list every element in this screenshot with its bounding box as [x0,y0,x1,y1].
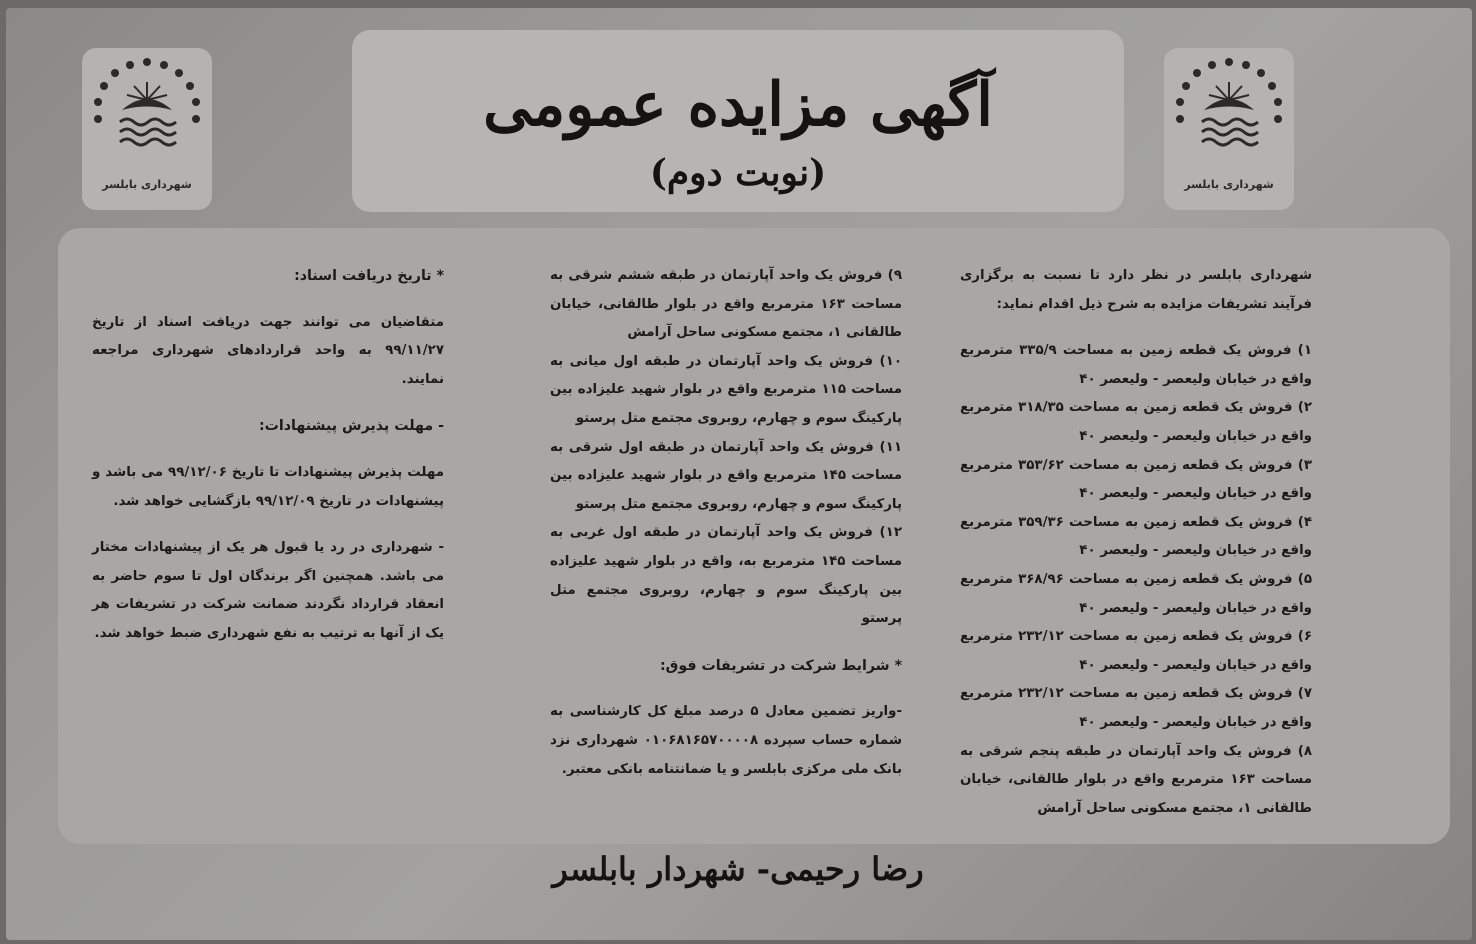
page-title: آگهی مزایده عمومی [483,70,993,140]
list-item: ۵) فروش یک قطعه زمین به مساحت ۳۶۸/۹۶ مترمربع واقع در خیابان ولیعصر - ولیعصر ۴۰ [960,571,1312,616]
list-item: ۸) فروش یک واحد آپارتمان در طبقه پنجم شرقی به مساحت ۱۶۳ مترمربع واقع در بلوار طالقانی، خیابان طالقانی ۱، مجتمع مسکونی ساحل آرامش [960,743,1312,816]
documents-text: متقاضیان می توانند جهت دریافت اسناد از تاریخ ۹۹/۱۱/۲۷ به واحد قراردادهای شهرداری مراجعه نمایند. [92,314,444,387]
signature: رضا رحیمی- شهردار بابلسر [552,850,924,888]
deadline-heading: - مهلت پذیرش پیشنهادات: [258,418,444,435]
column-middle [550,262,902,784]
babolsar-municipality-seal-icon [1164,48,1294,178]
title-banner [352,30,1124,212]
logo-caption: شهرداری بابلسر [1184,178,1274,191]
note-text: - شهرداری در رد یا قبول هر یک از پیشنهادات مختار می باشد. همچنین اگر برندگان اول تا سوم حاضر به انعقاد قرارداد نگردند ضمانت شرکت در تشریفات هر یک از آنها به ترتیب به نفع شهرداری ضبط خواهد شد. [92,540,444,641]
conditions-heading: * شرایط شرکت در تشریفات فوق: [659,657,902,674]
list-item: ۳) فروش یک قطعه زمین به مساحت ۳۵۳/۶۲ مترمربع واقع در خیابان ولیعصر - ولیعصر ۴۰ [960,457,1312,502]
conditions-text: -واریز تضمین معادل ۵ درصد مبلغ کل کارشناسی به شماره حساب سپرده ۰۱۰۶۸۱۶۵۷۰۰۰۰۸ شهرداری نزد بانک ملی مرکزی بابلسر و یا ضمانتنامه بانکی معتبر. [550,704,903,777]
list-item: ۱) فروش یک قطعه زمین به مساحت ۳۳۵/۹ مترمربع واقع در خیابان ولیعصر - ولیعصر ۴۰ [960,343,1312,387]
logo-caption: شهرداری بابلسر [102,178,192,191]
page-subtitle: (نوبت دوم) [649,152,827,194]
column-left [92,262,444,649]
list-item: ۱۱) فروش یک واحد آپارتمان در طبقه اول شرقی به مساحت ۱۴۵ مترمربع واقع در بلوار شهید علیزاده بین پارکینگ سوم و چهارم، روبروی مجتمع متل پرستو [550,439,902,512]
deadline-text: مهلت پذیرش پیشنهادات تا تاریخ ۹۹/۱۲/۰۶ می باشد و پیشنهادات در تاریخ ۹۹/۱۲/۰۹ بازگشایی خواهد شد. [92,464,444,509]
municipality-logo-left [82,48,212,210]
list-item: ۲) فروش یک قطعه زمین به مساحت ۳۱۸/۳۵ مترمربع واقع در خیابان ولیعصر - ولیعصر ۴۰ [960,400,1312,444]
municipality-logo-right [1164,48,1294,210]
babolsar-municipality-seal-icon [82,48,212,178]
list-item: ۶) فروش یک قطعه زمین به مساحت ۲۳۲/۱۲ مترمربع واقع در خیابان ولیعصر - ولیعصر ۴۰ [960,629,1312,673]
intro-paragraph: شهرداری بابلسر در نظر دارد تا نسبت به برگزاری فرآیند تشریفات مزایده به شرح ذیل اقدام نماید: [960,268,1312,312]
list-item: ۱۰) فروش یک واحد آپارتمان در طبقه اول میانی به مساحت ۱۱۵ مترمربع واقع در بلوار شهید علیزاده بین پارکینگ سوم و چهارم، روبروی مجتمع متل پرستو [550,353,902,426]
list-item: ۴) فروش یک قطعه زمین به مساحت ۳۵۹/۳۶ مترمربع واقع در خیابان ولیعصر - ولیعصر ۴۰ [960,514,1312,559]
documents-heading: * تاریخ دریافت اسناد: [294,268,444,284]
list-item: ۹) فروش یک واحد آپارتمان در طبقه ششم شرقی به مساحت ۱۶۳ مترمربع واقع در بلوار طالقانی، خیابان طالقانی ۱، مجتمع مسکونی ساحل آرامش [550,268,902,341]
column-right [960,262,1312,823]
list-item: ۱۲) فروش یک واحد آپارتمان در طبقه اول غربی به مساحت ۱۴۵ مترمربع به، واقع در بلوار شهید علیزاده بین پارکینگ سوم و چهارم، روبروی مجتمع متل پرستو [550,525,902,627]
list-item: ۷) فروش یک قطعه زمین به مساحت ۲۳۲/۱۲ مترمربع واقع در خیابان ولیعصر - ولیعصر ۴۰ [960,686,1312,730]
